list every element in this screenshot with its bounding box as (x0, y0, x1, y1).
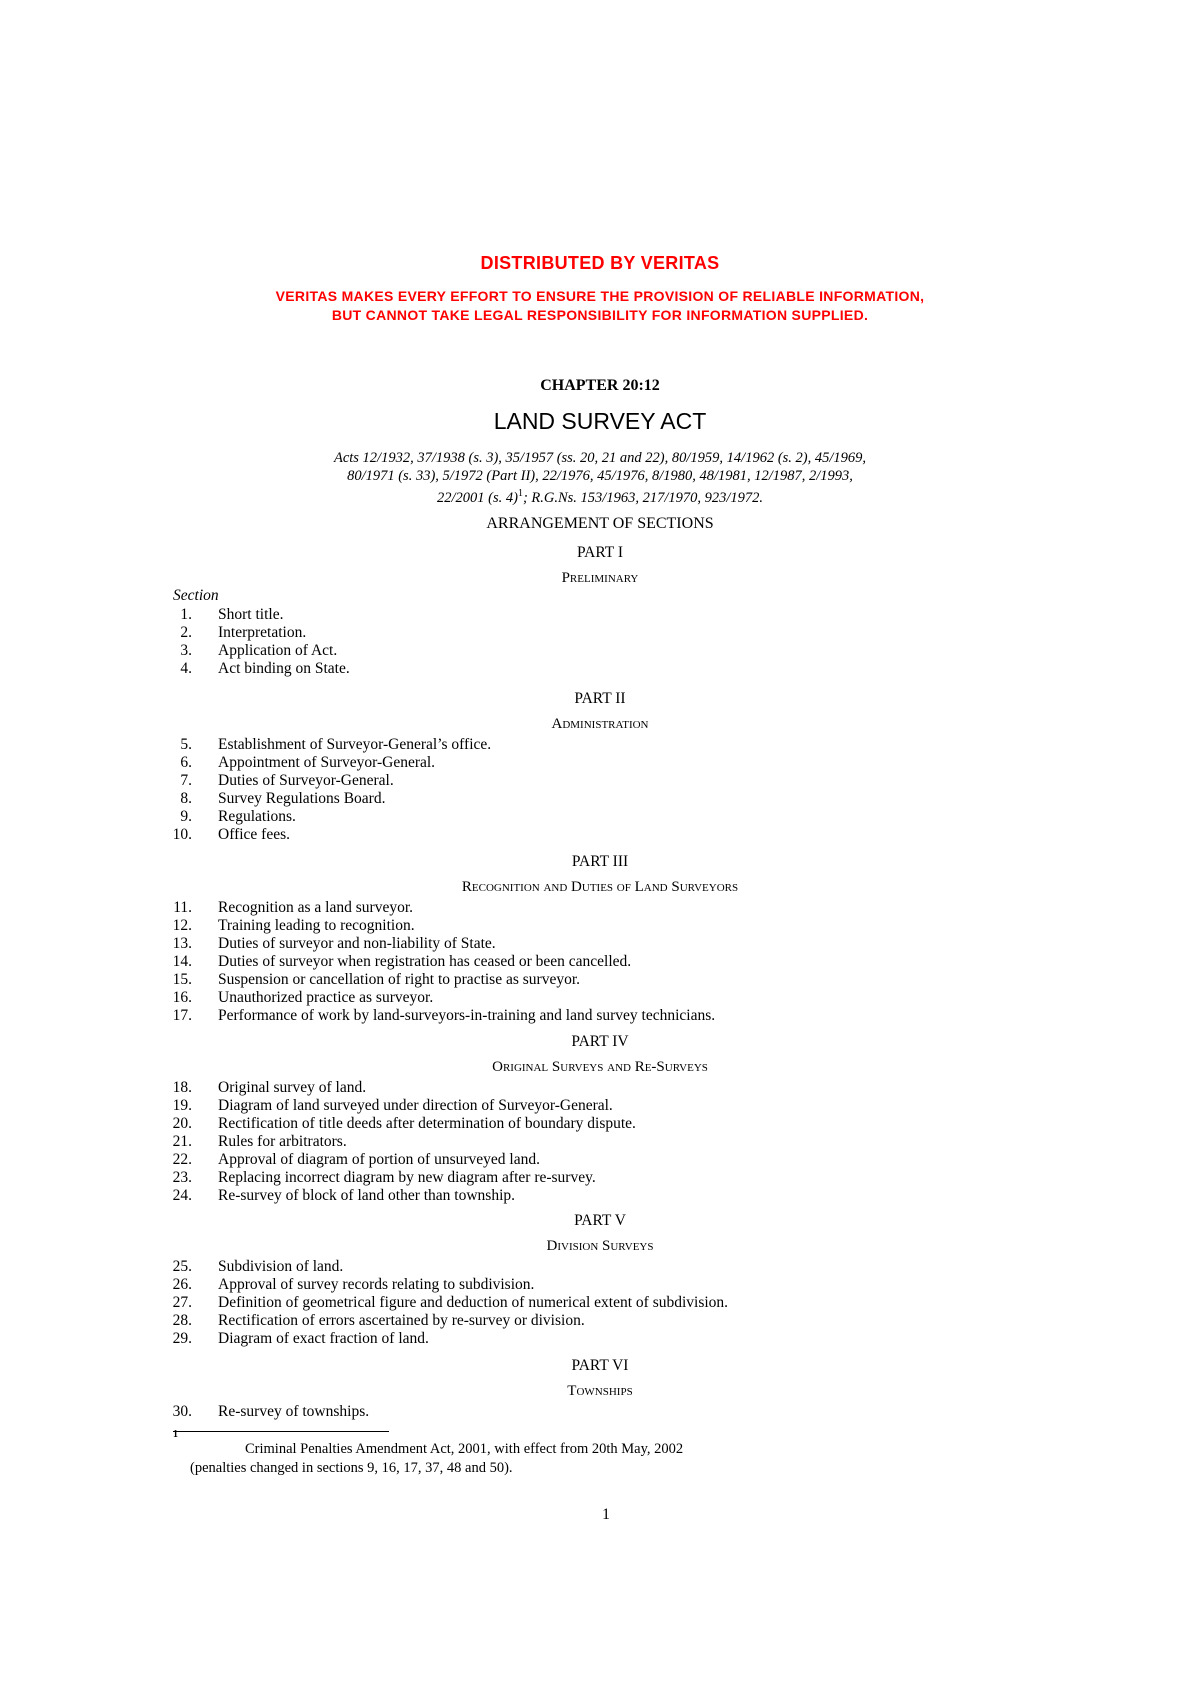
section-number: 1. (180, 606, 192, 623)
toc-entry[interactable] (160, 1151, 1060, 1169)
amending-acts-line-3-b: ; R.G.Ns. 153/1963, 217/1970, 923/1972. (522, 489, 764, 506)
footnote-line-1: Criminal Penalties Amendment Act, 2001, with effect from 20th May, 2002 (245, 1441, 684, 1457)
toc-entry[interactable] (160, 971, 1060, 989)
toc-entry[interactable] (160, 642, 1060, 660)
part-heading: PART V (574, 1212, 626, 1229)
section-number: 7. (180, 772, 192, 789)
section-number: 8. (180, 790, 192, 807)
part-heading: PART II (574, 690, 626, 707)
section-number: 28. (172, 1312, 192, 1329)
section-number: 16. (172, 989, 192, 1006)
disclaimer-line-2: BUT CANNOT TAKE LEGAL RESPONSIBILITY FOR INFORMATION SUPPLIED. (331, 307, 869, 323)
section-title: Office fees. (218, 826, 291, 843)
toc-entry[interactable] (160, 790, 1060, 808)
toc-entry[interactable] (160, 1169, 1060, 1187)
section-number: 25. (172, 1258, 192, 1275)
toc-entry[interactable] (160, 660, 1060, 678)
part-subheading: Division Surveys (546, 1238, 654, 1254)
section-number: 24. (172, 1187, 192, 1204)
toc-entry[interactable] (160, 606, 1060, 624)
disclaimer-line-1: VERITAS MAKES EVERY EFFORT TO ENSURE THE PROVISION OF RELIABLE INFORMATION, (275, 288, 925, 304)
toc-entry[interactable] (160, 808, 1060, 826)
toc-entry[interactable] (160, 899, 1060, 917)
section-title: Survey Regulations Board. (218, 790, 386, 807)
amending-acts-line-2: 80/1971 (s. 33), 5/1972 (Part II), 22/1976, 45/1976, 8/1980, 48/1981, 12/1987, 2/1993, (347, 468, 853, 484)
section-number: 21. (172, 1133, 192, 1150)
section-title: Duties of surveyor and non-liability of State. (218, 935, 496, 952)
footnote-line-2: (penalties changed in sections 9, 16, 17, 37, 48 and 50). (190, 1460, 513, 1476)
toc-entry[interactable] (160, 1403, 1060, 1421)
section-title: Original survey of land. (218, 1079, 367, 1096)
toc-entry[interactable] (160, 1294, 1060, 1312)
section-title: Act binding on State. (218, 660, 350, 677)
section-title: Application of Act. (218, 642, 338, 659)
toc-entry[interactable] (160, 772, 1060, 790)
section-title: Rectification of title deeds after determination of boundary dispute. (218, 1115, 636, 1132)
part-subheading: Original Surveys and Re-Surveys (492, 1059, 708, 1075)
section-title: Establishment of Surveyor-General’s office. (218, 736, 492, 753)
chapter-heading: CHAPTER 20:12 (540, 377, 660, 394)
toc-entry[interactable] (160, 917, 1060, 935)
distributor-banner-title: DISTRIBUTED BY VERITAS (480, 253, 720, 273)
section-title: Re-survey of townships. (218, 1403, 370, 1420)
part-heading: PART I (576, 544, 624, 561)
section-number: 29. (172, 1330, 192, 1347)
section-number: 9. (180, 808, 192, 825)
part-subheading: Preliminary (561, 570, 639, 586)
section-title: Subdivision of land. (218, 1258, 344, 1275)
toc-entry[interactable] (160, 1097, 1060, 1115)
section-title: Training leading to recognition. (218, 917, 415, 934)
toc-entry[interactable] (160, 935, 1060, 953)
section-number: 4. (180, 660, 192, 677)
section-title: Appointment of Surveyor-General. (218, 754, 436, 771)
section-number: 3. (180, 642, 192, 659)
section-title: Approval of diagram of portion of unsurveyed land. (218, 1151, 540, 1168)
section-title: Recognition as a land surveyor. (218, 899, 413, 916)
part-subheading: Recognition and Duties of Land Surveyors (461, 879, 739, 895)
footnote-reference[interactable]: 1 (517, 488, 523, 499)
section-number: 22. (172, 1151, 192, 1168)
section-title: Duties of Surveyor-General. (218, 772, 394, 789)
toc-entry[interactable] (160, 624, 1060, 642)
section-column-label: Section (173, 587, 219, 604)
section-number: 5. (180, 736, 192, 753)
section-number: 15. (172, 971, 192, 988)
section-number: 6. (180, 754, 192, 771)
section-number: 18. (172, 1079, 192, 1096)
section-number: 10. (172, 826, 192, 843)
amending-acts (270, 449, 930, 507)
section-title: Definition of geometrical figure and deduction of numerical extent of subdivision. (218, 1294, 729, 1311)
footnote-divider (173, 1431, 389, 1432)
toc-entry[interactable] (160, 953, 1060, 971)
section-number: 30. (172, 1403, 192, 1420)
amending-acts-line-1: Acts 12/1932, 37/1938 (s. 3), 35/1957 (ss. 20, 21 and 22), 80/1959, 14/1962 (s. 2), 45/1969, (333, 450, 867, 466)
act-title: LAND SURVEY ACT (493, 408, 707, 434)
section-title: Rectification of errors ascertained by re-survey or division. (218, 1312, 585, 1329)
section-number: 2. (180, 624, 192, 641)
section-title: Short title. (218, 606, 284, 623)
part-heading: PART IV (571, 1033, 629, 1050)
section-number: 12. (172, 917, 192, 934)
toc-entry[interactable] (160, 754, 1060, 772)
section-number: 17. (172, 1007, 192, 1024)
section-title: Regulations. (218, 808, 296, 825)
part-subheading: Townships (567, 1383, 633, 1399)
footnote-number: 1 (173, 1429, 178, 1440)
part-heading: PART III (571, 853, 629, 870)
section-number: 23. (172, 1169, 192, 1186)
section-title: Approval of survey records relating to subdivision. (218, 1276, 535, 1293)
section-title: Suspension or cancellation of right to practise as surveyor. (218, 971, 581, 988)
section-title: Interpretation. (218, 624, 307, 641)
section-title: Diagram of exact fraction of land. (218, 1330, 429, 1347)
arrangement-heading: ARRANGEMENT OF SECTIONS (486, 515, 714, 532)
section-number: 14. (172, 953, 192, 970)
section-title: Re-survey of block of land other than township. (218, 1187, 516, 1204)
toc-entry[interactable] (160, 1312, 1060, 1330)
toc-entry[interactable] (160, 1276, 1060, 1294)
toc-entry[interactable] (160, 1007, 1060, 1025)
amending-acts-line-3-a: 22/2001 (s. 4) (436, 489, 518, 506)
section-title: Rules for arbitrators. (218, 1133, 347, 1150)
toc-entry[interactable] (160, 1258, 1060, 1276)
toc-entry[interactable] (160, 1115, 1060, 1133)
toc-entry[interactable] (160, 1079, 1060, 1097)
section-number: 26. (172, 1276, 192, 1293)
toc-entry[interactable] (160, 1187, 1060, 1205)
section-number: 11. (173, 899, 192, 916)
toc-entry[interactable] (160, 1133, 1060, 1151)
section-number: 27. (172, 1294, 192, 1311)
section-title: Performance of work by land-surveyors-in-training and land survey technicians. (218, 1007, 716, 1024)
toc-entry[interactable] (160, 826, 1060, 844)
section-number: 13. (172, 935, 192, 952)
section-title: Replacing incorrect diagram by new diagram after re-survey. (218, 1169, 596, 1186)
amending-acts-line-3 (270, 485, 930, 507)
section-number: 19. (172, 1097, 192, 1114)
section-title: Diagram of land surveyed under direction of Surveyor-General. (218, 1097, 613, 1114)
section-title: Duties of surveyor when registration has ceased or been cancelled. (218, 953, 632, 970)
toc-entry[interactable] (160, 1330, 1060, 1348)
toc-entry[interactable] (160, 989, 1060, 1007)
section-title: Unauthorized practice as surveyor. (218, 989, 434, 1006)
part-subheading: Administration (551, 716, 649, 732)
page-number: 1 (602, 1506, 610, 1523)
section-number: 20. (172, 1115, 192, 1132)
part-heading: PART VI (571, 1357, 629, 1374)
toc-entry[interactable] (160, 736, 1060, 754)
